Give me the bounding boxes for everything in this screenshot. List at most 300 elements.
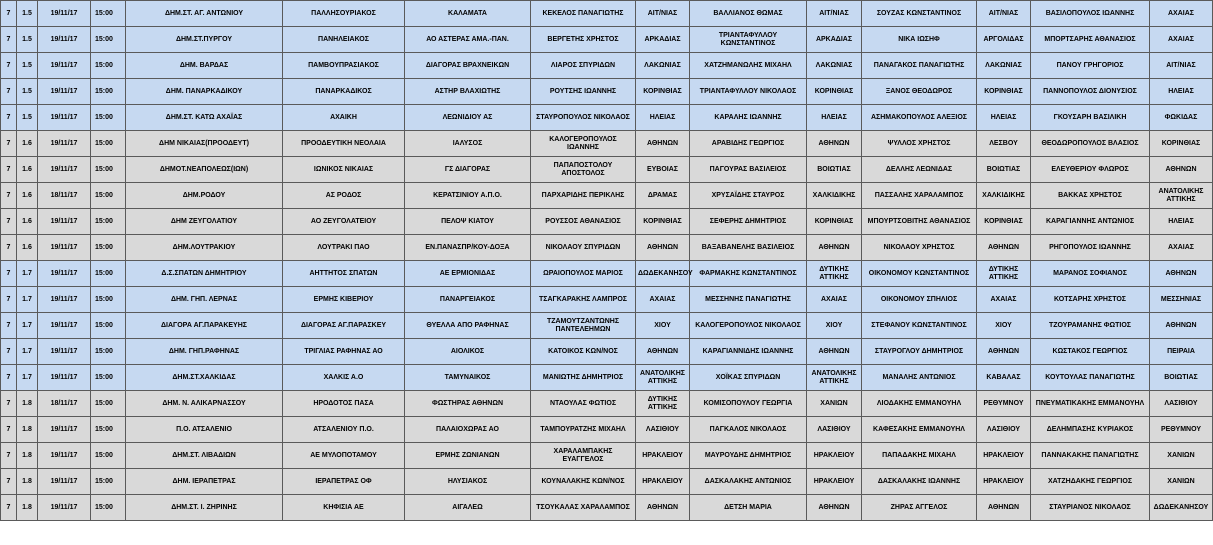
date-cell: 19/11/17 [38,209,91,235]
group-cell: 1.7 [17,261,38,287]
referee-region-cell: ΑΧΑΙΑΣ [636,287,690,313]
assistant1-region-cell: ΗΡΑΚΛΕΙΟΥ [807,469,862,495]
assistant2-cell: ΔΑΣΚΑΛΑΚΗΣ ΙΩΑΝΝΗΣ [862,469,977,495]
away-team-cell: ΚΑΛΑΜΑΤΑ [405,1,531,27]
observer-region-cell: ΧΑΝΙΩΝ [1150,469,1213,495]
referee-cell: ΤΑΜΠΟΥΡΑΤΖΗΣ ΜΙΧΑΗΛ [531,417,636,443]
referee-region-cell: ΗΛΕΙΑΣ [636,105,690,131]
away-team-cell: ΕΝ.ΠΑΝΑΣΠΡ/ΚΟΥ-ΔΟΞΑ [405,235,531,261]
away-team-cell: ΑΙΓΑΛΕΩ [405,495,531,521]
away-team-cell: ΘΥΕΛΛΑ ΑΠΟ ΡΑΦΗΝΑΣ [405,313,531,339]
referee-region-cell: ΕΥΒΟΙΑΣ [636,157,690,183]
away-team-cell: ΑΟ ΑΣΤΕΡΑΣ ΑΜΑ.-ΠΑΝ. [405,27,531,53]
assistant2-cell: ΨΥΛΛΟΣ ΧΡΗΣΤΟΣ [862,131,977,157]
observer-region-cell: ΑΧΑΙΑΣ [1150,27,1213,53]
assistant1-region-cell: ΑΧΑΙΑΣ [807,287,862,313]
assistant1-region-cell: ΑΡΚΑΔΙΑΣ [807,27,862,53]
observer-cell: ΤΖΟΥΡΑΜΑΝΗΣ ΦΩΤΙΟΣ [1031,313,1150,339]
date-cell: 19/11/17 [38,313,91,339]
table-row [1,391,1213,417]
assistant1-cell: ΒΑΞΑΒΑΝΕΛΗΣ ΒΑΣΙΛΕΙΟΣ [690,235,807,261]
time-cell: 15:00 [91,391,126,417]
assistant2-region-cell: ΑΡΓΟΛΙΔΑΣ [977,27,1031,53]
observer-region-cell: ΒΟΙΩΤΙΑΣ [1150,365,1213,391]
assistant2-cell: ΟΙΚΟΝΟΜΟΥ ΣΠΗΛΙΟΣ [862,287,977,313]
observer-cell: ΠΑΝΟΥ ΓΡΗΓΟΡΙΟΣ [1031,53,1150,79]
time-cell: 15:00 [91,27,126,53]
round-cell: 7 [1,1,17,27]
home-team-cell: ΠΡΟΟΔΕΥΤΙΚΗ ΝΕΟΛΑΙΑ [283,131,405,157]
round-cell: 7 [1,495,17,521]
assistant1-cell: ΔΑΣΚΑΛΑΚΗΣ ΑΝΤΩΝΙΟΣ [690,469,807,495]
home-team-cell: ΠΑΜΒΟΥΠΡΑΣΙΑΚΟΣ [283,53,405,79]
time-cell: 15:00 [91,183,126,209]
assistant1-region-cell: ΔΥΤΙΚΗΣ ΑΤΤΙΚΗΣ [807,261,862,287]
assistant2-region-cell: ΔΥΤΙΚΗΣ ΑΤΤΙΚΗΣ [977,261,1031,287]
date-cell: 19/11/17 [38,53,91,79]
assistant2-cell: ΛΙΟΔΑΚΗΣ ΕΜΜΑΝΟΥΗΛ [862,391,977,417]
table-row [1,209,1213,235]
date-cell: 19/11/17 [38,27,91,53]
assistant1-region-cell: ΗΛΕΙΑΣ [807,105,862,131]
assistant1-cell: ΔΕΤΣΗ ΜΑΡΙΑ [690,495,807,521]
table-row [1,53,1213,79]
assistant1-cell: ΜΑΥΡΟΥΔΗΣ ΔΗΜΗΤΡΙΟΣ [690,443,807,469]
group-cell: 1.8 [17,443,38,469]
date-cell: 19/11/17 [38,131,91,157]
observer-cell: ΡΗΓΟΠΟΥΛΟΣ ΙΩΑΝΝΗΣ [1031,235,1150,261]
assistant1-region-cell: ΧΑΛΚΙΔΙΚΗΣ [807,183,862,209]
venue-cell: ΔΗΜ.ΛΟΥΤΡΑΚΙΟΥ [126,235,283,261]
home-team-cell: ΠΑΝΗΛΕΙΑΚΟΣ [283,27,405,53]
group-cell: 1.7 [17,339,38,365]
observer-region-cell: ΧΑΝΙΩΝ [1150,443,1213,469]
assistant1-cell: ΠΑΓΚΑΛΟΣ ΝΙΚΟΛΑΟΣ [690,417,807,443]
home-team-cell: ΤΡΙΓΛΙΑΣ ΡΑΦΗΝΑΣ ΑΟ [283,339,405,365]
observer-cell: ΕΛΕΥΘΕΡΙΟΥ ΦΛΩΡΟΣ [1031,157,1150,183]
referee-cell: ΣΤΑΥΡΟΠΟΥΛΟΣ ΝΙΚΟΛΑΟΣ [531,105,636,131]
round-cell: 7 [1,339,17,365]
away-team-cell: ΔΙΑΓΟΡΑΣ ΒΡΑΧΝΕΙΚΩΝ [405,53,531,79]
assistant1-region-cell: ΚΟΡΙΝΘΙΑΣ [807,209,862,235]
observer-region-cell: ΑΝΑΤΟΛΙΚΗΣ ΑΤΤΙΚΗΣ [1150,183,1213,209]
time-cell: 15:00 [91,495,126,521]
referee-cell: ΤΣΟΥΚΑΛΑΣ ΧΑΡΑΛΑΜΠΟΣ [531,495,636,521]
referee-region-cell: ΛΑΚΩΝΙΑΣ [636,53,690,79]
observer-cell: ΜΠΟΡΤΣΑΡΗΣ ΑΘΑΝΑΣΙΟΣ [1031,27,1150,53]
date-cell: 19/11/17 [38,339,91,365]
assistant2-cell: ΠΑΣΣΑΛΗΣ ΧΑΡΑΛΑΜΠΟΣ [862,183,977,209]
time-cell: 15:00 [91,287,126,313]
referee-region-cell: ΔΡΑΜΑΣ [636,183,690,209]
table-row [1,495,1213,521]
observer-region-cell: ΔΩΔΕΚΑΝΗΣΟΥ [1150,495,1213,521]
assistant1-cell: ΚΑΛΟΓΕΡΟΠΟΥΛΟΣ ΝΙΚΟΛΑΟΣ [690,313,807,339]
time-cell: 15:00 [91,313,126,339]
group-cell: 1.5 [17,79,38,105]
time-cell: 15:00 [91,209,126,235]
referee-cell: ΒΕΡΓΕΤΗΣ ΧΡΗΣΤΟΣ [531,27,636,53]
time-cell: 15:00 [91,79,126,105]
referee-region-cell: ΑΝΑΤΟΛΙΚΗΣ ΑΤΤΙΚΗΣ [636,365,690,391]
date-cell: 19/11/17 [38,79,91,105]
round-cell: 7 [1,53,17,79]
assistant2-region-cell: ΚΟΡΙΝΘΙΑΣ [977,79,1031,105]
table-row [1,157,1213,183]
away-team-cell: ΚΕΡΑΤΣΙΝΙΟΥ Α.Π.Ο. [405,183,531,209]
referee-cell: ΤΣΑΓΚΑΡΑΚΗΣ ΛΑΜΠΡΟΣ [531,287,636,313]
round-cell: 7 [1,27,17,53]
time-cell: 15:00 [91,235,126,261]
away-team-cell: ΠΑΛΑΙΟΧΩΡΑΣ ΑΟ [405,417,531,443]
observer-cell: ΠΝΕΥΜΑΤΙΚΑΚΗΣ ΕΜΜΑΝΟΥΗΛ [1031,391,1150,417]
assistant1-cell: ΜΕΣΣΗΝΗΣ ΠΑΝΑΓΙΩΤΗΣ [690,287,807,313]
time-cell: 15:00 [91,53,126,79]
assistant2-region-cell: ΧΙΟΥ [977,313,1031,339]
home-team-cell: ΧΑΛΚΙΣ Α.Ο [283,365,405,391]
venue-cell: ΔΗΜ.ΣΤ. Ι. ΖΗΡΙΝΗΣ [126,495,283,521]
assistant1-cell: ΚΑΡΑΛΗΣ ΙΩΑΝΝΗΣ [690,105,807,131]
round-cell: 7 [1,391,17,417]
assistant2-region-cell: ΑΧΑΙΑΣ [977,287,1031,313]
assistant1-cell: ΣΕΦΕΡΗΣ ΔΗΜΗΤΡΙΟΣ [690,209,807,235]
assistant1-cell: ΤΡΙΑΝΤΑΦΥΛΛΟΥ ΚΩΝΣΤΑΝΤΙΝΟΣ [690,27,807,53]
table-row [1,287,1213,313]
group-cell: 1.6 [17,183,38,209]
assistant2-cell: ΞΑΝΟΣ ΘΕΟΔΩΡΟΣ [862,79,977,105]
group-cell: 1.6 [17,235,38,261]
round-cell: 7 [1,365,17,391]
referee-region-cell: ΑΘΗΝΩΝ [636,235,690,261]
assistant2-region-cell: ΗΛΕΙΑΣ [977,105,1031,131]
assistant1-cell: ΦΑΡΜΑΚΗΣ ΚΩΝΣΤΑΝΤΙΝΟΣ [690,261,807,287]
away-team-cell: ΤΑΜΥΝΑΙΚΟΣ [405,365,531,391]
assistant2-cell: ΚΑΦΕΣΑΚΗΣ ΕΜΜΑΝΟΥΗΛ [862,417,977,443]
date-cell: 19/11/17 [38,443,91,469]
observer-region-cell: ΑΘΗΝΩΝ [1150,157,1213,183]
round-cell: 7 [1,157,17,183]
group-cell: 1.8 [17,391,38,417]
time-cell: 15:00 [91,339,126,365]
assistant2-region-cell: ΡΕΘΥΜΝΟΥ [977,391,1031,417]
home-team-cell: ΛΟΥΤΡΑΚΙ ΠΑΟ [283,235,405,261]
referee-region-cell: ΑΘΗΝΩΝ [636,131,690,157]
group-cell: 1.8 [17,469,38,495]
round-cell: 7 [1,417,17,443]
referee-cell: ΝΤΑΟΥΛΑΣ ΦΩΤΙΟΣ [531,391,636,417]
referee-region-cell: ΗΡΑΚΛΕΙΟΥ [636,443,690,469]
round-cell: 7 [1,469,17,495]
referee-region-cell: ΔΩΔΕΚΑΝΗΣΟΥ [636,261,690,287]
away-team-cell: ΑΙΟΛΙΚΟΣ [405,339,531,365]
home-team-cell: ΑΗΤΤΗΤΟΣ ΣΠΑΤΩΝ [283,261,405,287]
time-cell: 15:00 [91,157,126,183]
date-cell: 19/11/17 [38,1,91,27]
round-cell: 7 [1,235,17,261]
referee-cell: ΡΟΥΣΣΟΣ ΑΘΑΝΑΣΙΟΣ [531,209,636,235]
round-cell: 7 [1,261,17,287]
group-cell: 1.8 [17,495,38,521]
table-row [1,105,1213,131]
venue-cell: ΔΗΜ. ΓΗΠ. ΛΕΡΝΑΣ [126,287,283,313]
observer-cell: ΜΑΡΑΝΟΣ ΣΟΦΙΑΝΟΣ [1031,261,1150,287]
referee-cell: ΜΑΝΙΩΤΗΣ ΔΗΜΗΤΡΙΟΣ [531,365,636,391]
referee-cell: ΚΑΛΟΓΕΡΟΠΟΥΛΟΣ ΙΩΑΝΝΗΣ [531,131,636,157]
date-cell: 19/11/17 [38,417,91,443]
observer-region-cell: ΜΕΣΣΗΝΙΑΣ [1150,287,1213,313]
away-team-cell: ΠΕΛΟΨ ΚΙΑΤΟΥ [405,209,531,235]
assistant2-cell: ΣΤΑΥΡΟΓΛΟΥ ΔΗΜΗΤΡΙΟΣ [862,339,977,365]
referee-region-cell: ΔΥΤΙΚΗΣ ΑΤΤΙΚΗΣ [636,391,690,417]
assistant2-cell: ΔΕΛΛΗΣ ΛΕΩΝΙΔΑΣ [862,157,977,183]
assistant1-region-cell: ΑΘΗΝΩΝ [807,495,862,521]
table-row [1,313,1213,339]
table-row [1,235,1213,261]
away-team-cell: ΙΑΛΥΣΟΣ [405,131,531,157]
group-cell: 1.6 [17,157,38,183]
referee-cell: ΚΟΥΝΑΛΑΚΗΣ ΚΩΝ/ΝΟΣ [531,469,636,495]
round-cell: 7 [1,105,17,131]
referee-region-cell: ΚΟΡΙΝΘΙΑΣ [636,79,690,105]
assistant2-cell: ΝΙΚΑ ΙΩΣΗΦ [862,27,977,53]
referee-cell: ΩΡΑΙΟΠΟΥΛΟΣ ΜΑΡΙΟΣ [531,261,636,287]
away-team-cell: ΛΕΩΝΙΔΙΟΥ ΑΣ [405,105,531,131]
observer-region-cell: ΛΑΣΙΘΙΟΥ [1150,391,1213,417]
home-team-cell: ΠΑΝΑΡΚΑΔΙΚΟΣ [283,79,405,105]
assistant2-region-cell: ΗΡΑΚΛΕΙΟΥ [977,443,1031,469]
referee-region-cell: ΧΙΟΥ [636,313,690,339]
observer-region-cell: ΗΛΕΙΑΣ [1150,209,1213,235]
venue-cell: ΔΗΜ. Ν. ΑΛΙΚΑΡΝΑΣΣΟΥ [126,391,283,417]
date-cell: 19/11/17 [38,365,91,391]
assistant1-region-cell: ΑΙΤ/ΝΙΑΣ [807,1,862,27]
away-team-cell: ΦΩΣΤΗΡΑΣ ΑΘΗΝΩΝ [405,391,531,417]
round-cell: 7 [1,183,17,209]
assistant2-region-cell: ΗΡΑΚΛΕΙΟΥ [977,469,1031,495]
date-cell: 18/11/17 [38,391,91,417]
home-team-cell: ΔΙΑΓΟΡΑΣ ΑΓ.ΠΑΡΑΣΚΕΥ [283,313,405,339]
date-cell: 19/11/17 [38,157,91,183]
home-team-cell: ΠΑΛΛΗΣΟΥΡΙΑΚΟΣ [283,1,405,27]
group-cell: 1.5 [17,27,38,53]
assistant2-cell: ΟΙΚΟΝΟΜΟΥ ΚΩΝΣΤΑΝΤΙΝΟΣ [862,261,977,287]
referee-cell: ΛΙΑΡΟΣ ΣΠΥΡΙΔΩΝ [531,53,636,79]
group-cell: 1.5 [17,1,38,27]
venue-cell: ΔΗΜ.ΣΤ.ΠΥΡΓΟΥ [126,27,283,53]
assistant2-cell: ΠΑΝΑΓΑΚΟΣ ΠΑΝΑΓΙΩΤΗΣ [862,53,977,79]
date-cell: 18/11/17 [38,183,91,209]
observer-cell: ΔΕΛΗΜΠΑΣΗΣ ΚΥΡΙΑΚΟΣ [1031,417,1150,443]
observer-region-cell: ΗΛΕΙΑΣ [1150,79,1213,105]
observer-region-cell: ΑΘΗΝΩΝ [1150,261,1213,287]
away-team-cell: ΑΕ ΕΡΜΙΟΝΙΔΑΣ [405,261,531,287]
assistant1-region-cell: ΛΑΚΩΝΙΑΣ [807,53,862,79]
round-cell: 7 [1,79,17,105]
referee-cell: ΧΑΡΑΛΑΜΠΑΚΗΣ ΕΥΑΓΓΕΛΟΣ [531,443,636,469]
venue-cell: Π.Ο. ΑΤΣΑΛΕΝΙΟ [126,417,283,443]
referee-region-cell: ΚΟΡΙΝΘΙΑΣ [636,209,690,235]
venue-cell: ΔΗΜ ΝΙΚΑΙΑΣ(ΠΡΟΟΔΕΥΤ) [126,131,283,157]
time-cell: 15:00 [91,261,126,287]
home-team-cell: ΙΕΡΑΠΕΤΡΑΣ ΟΦ [283,469,405,495]
referee-cell: ΝΙΚΟΛΑΟΥ ΣΠΥΡΙΔΩΝ [531,235,636,261]
observer-cell: ΚΑΡΑΓΙΑΝΝΗΣ ΑΝΤΩΝΙΟΣ [1031,209,1150,235]
round-cell: 7 [1,209,17,235]
home-team-cell: ΙΩΝΙΚΟΣ ΝΙΚΑΙΑΣ [283,157,405,183]
table-row [1,27,1213,53]
group-cell: 1.6 [17,209,38,235]
assistant1-region-cell: ΗΡΑΚΛΕΙΟΥ [807,443,862,469]
referee-region-cell: ΑΡΚΑΔΙΑΣ [636,27,690,53]
venue-cell: ΔΗΜ.ΣΤ. ΛΙΒΑΔΙΩΝ [126,443,283,469]
assistant1-cell: ΤΡΙΑΝΤΑΦΥΛΛΟΥ ΝΙΚΟΛΑΟΣ [690,79,807,105]
assistant1-cell: ΚΑΡΑΓΙΑΝΝΙΔΗΣ ΙΩΑΝΝΗΣ [690,339,807,365]
table-row [1,443,1213,469]
away-team-cell: ΓΣ ΔΙΑΓΟΡΑΣ [405,157,531,183]
referee-cell: ΤΖΑΜΟΥΤΖΑΝΤΩΝΗΣ ΠΑΝΤΕΛΕΗΜΩΝ [531,313,636,339]
observer-region-cell: ΑΧΑΙΑΣ [1150,235,1213,261]
venue-cell: ΔΗΜ.ΣΤ. ΑΓ. ΑΝΤΩΝΙΟΥ [126,1,283,27]
assistant1-cell: ΑΡΑΒΙΔΗΣ ΓΕΩΡΓΙΟΣ [690,131,807,157]
home-team-cell: ΑΧΑΙΚΗ [283,105,405,131]
away-team-cell: ΑΣΤΗΡ ΒΛΑΧΙΩΤΗΣ [405,79,531,105]
assistant2-cell: ΜΑΝΑΛΗΣ ΑΝΤΩΝΙΟΣ [862,365,977,391]
assistant2-cell: ΣΟΥΖΑΣ ΚΩΝΣΤΑΝΤΙΝΟΣ [862,1,977,27]
assistant2-cell: ΑΣΗΜΑΚΟΠΟΥΛΟΣ ΑΛΕΞΙΟΣ [862,105,977,131]
assistant2-region-cell: ΛΕΣΒΟΥ [977,131,1031,157]
assistant2-region-cell: ΧΑΛΚΙΔΙΚΗΣ [977,183,1031,209]
assistant1-region-cell: ΒΟΙΩΤΙΑΣ [807,157,862,183]
assistant2-region-cell: ΚΑΒΑΛΑΣ [977,365,1031,391]
observer-region-cell: ΑΙΤ/ΝΙΑΣ [1150,53,1213,79]
observer-cell: ΣΤΑΥΡΙΑΝΟΣ ΝΙΚΟΛΑΟΣ [1031,495,1150,521]
group-cell: 1.6 [17,131,38,157]
observer-cell: ΚΩΣΤΑΚΟΣ ΓΕΩΡΓΙΟΣ [1031,339,1150,365]
assistant2-region-cell: ΚΟΡΙΝΘΙΑΣ [977,209,1031,235]
assistant1-cell: ΧΟΪΚΑΣ ΣΠΥΡΙΔΩΝ [690,365,807,391]
date-cell: 19/11/17 [38,235,91,261]
assistant2-cell: ΠΑΠΑΔΑΚΗΣ ΜΙΧΑΗΛ [862,443,977,469]
observer-cell: ΠΑΝΝΑΚΑΚΗΣ ΠΑΝΑΓΙΩΤΗΣ [1031,443,1150,469]
assistant1-region-cell: ΧΑΝΙΩΝ [807,391,862,417]
venue-cell: ΔΙΑΓΟΡΑ ΑΓ.ΠΑΡΑΚΕΥΗΣ [126,313,283,339]
away-team-cell: ΕΡΜΗΣ ΖΩΝΙΑΝΩΝ [405,443,531,469]
table-row [1,365,1213,391]
referee-cell: ΠΑΡΧΑΡΙΔΗΣ ΠΕΡΙΚΛΗΣ [531,183,636,209]
observer-region-cell: ΚΟΡΙΝΘΙΑΣ [1150,131,1213,157]
round-cell: 7 [1,287,17,313]
date-cell: 19/11/17 [38,495,91,521]
home-team-cell: ΑΟ ΖΕΥΓΟΛΑΤΕΙΟΥ [283,209,405,235]
assistant2-region-cell: ΑΘΗΝΩΝ [977,339,1031,365]
venue-cell: ΔΗΜ.ΣΤ. ΚΑΤΩ ΑΧΑΪΑΣ [126,105,283,131]
venue-cell: ΔΗΜΟΤ.ΝΕΑΠΟΛΕΩΣ(ΙΩΝ) [126,157,283,183]
referee-region-cell: ΑΘΗΝΩΝ [636,339,690,365]
time-cell: 15:00 [91,365,126,391]
date-cell: 19/11/17 [38,261,91,287]
group-cell: 1.7 [17,313,38,339]
schedule-body [1,1,1213,521]
assistant1-region-cell: ΑΘΗΝΩΝ [807,339,862,365]
away-team-cell: ΗΛΥΣΙΑΚΟΣ [405,469,531,495]
observer-cell: ΒΑΚΚΑΣ ΧΡΗΣΤΟΣ [1031,183,1150,209]
time-cell: 15:00 [91,131,126,157]
assistant2-cell: ΝΙΚΟΛΑΟΥ ΧΡΗΣΤΟΣ [862,235,977,261]
table-row [1,469,1213,495]
assistant2-cell: ΖΗΡΑΣ ΑΓΓΕΛΟΣ [862,495,977,521]
date-cell: 19/11/17 [38,287,91,313]
assistant1-region-cell: ΧΙΟΥ [807,313,862,339]
assistant1-cell: ΧΑΤΖΗΜΑΝΩΛΗΣ ΜΙΧΑΗΛ [690,53,807,79]
date-cell: 19/11/17 [38,105,91,131]
referee-cell: ΚΕΚΕΛΟΣ ΠΑΝΑΓΙΩΤΗΣ [531,1,636,27]
assistant2-cell: ΣΤΕΦΑΝΟΥ ΚΩΝΣΤΑΝΤΙΝΟΣ [862,313,977,339]
time-cell: 15:00 [91,417,126,443]
table-row [1,131,1213,157]
observer-region-cell: ΑΘΗΝΩΝ [1150,313,1213,339]
time-cell: 15:00 [91,1,126,27]
round-cell: 7 [1,313,17,339]
observer-cell: ΚΟΤΣΑΡΗΣ ΧΡΗΣΤΟΣ [1031,287,1150,313]
assistant1-region-cell: ΛΑΣΙΘΙΟΥ [807,417,862,443]
observer-region-cell: ΠΕΙΡΑΙΑ [1150,339,1213,365]
time-cell: 15:00 [91,443,126,469]
table-row [1,261,1213,287]
observer-cell: ΧΑΤΖΗΔΑΚΗΣ ΓΕΩΡΓΙΟΣ [1031,469,1150,495]
group-cell: 1.5 [17,105,38,131]
observer-cell: ΚΟΥΤΟΥΛΑΣ ΠΑΝΑΓΙΩΤΗΣ [1031,365,1150,391]
table-row [1,417,1213,443]
venue-cell: ΔΗΜ ΖΕΥΓΟΛΑΤΙΟΥ [126,209,283,235]
referee-cell: ΠΑΠΑΠΟΣΤΟΛΟΥ ΑΠΟΣΤΟΛΟΣ [531,157,636,183]
away-team-cell: ΠΑΝΑΡΓΕΙΑΚΟΣ [405,287,531,313]
assistant2-region-cell: ΑΙΤ/ΝΙΑΣ [977,1,1031,27]
table-row [1,79,1213,105]
venue-cell: ΔΗΜ. ΓΗΠ.ΡΑΦΗΝΑΣ [126,339,283,365]
round-cell: 7 [1,443,17,469]
assistant1-cell: ΒΑΛΛΙΑΝΟΣ ΘΩΜΑΣ [690,1,807,27]
venue-cell: ΔΗΜ. ΒΑΡΔΑΣ [126,53,283,79]
group-cell: 1.7 [17,287,38,313]
referee-region-cell: ΛΑΣΙΘΙΟΥ [636,417,690,443]
observer-cell: ΘΕΟΔΩΡΟΠΟΥΛΟΣ ΒΛΑΣΙΟΣ [1031,131,1150,157]
assistant1-cell: ΧΡΥΣΑΪΔΗΣ ΣΤΑΥΡΟΣ [690,183,807,209]
assistant1-cell: ΚΟΜΙΣΟΠΟΥΛΟΥ ΓΕΩΡΓΙΑ [690,391,807,417]
venue-cell: Δ.Σ.ΣΠΑΤΩΝ ΔΗΜΗΤΡΙΟΥ [126,261,283,287]
venue-cell: ΔΗΜ.ΣΤ.ΧΑΛΚΙΔΑΣ [126,365,283,391]
venue-cell: ΔΗΜ. ΠΑΝΑΡΚΑΔΙΚΟΥ [126,79,283,105]
assistant1-region-cell: ΑΘΗΝΩΝ [807,235,862,261]
round-cell: 7 [1,131,17,157]
referee-cell: ΡΟΥΤΣΗΣ ΙΩΑΝΝΗΣ [531,79,636,105]
referee-region-cell: ΑΙΤ/ΝΙΑΣ [636,1,690,27]
home-team-cell: ΕΡΜΗΣ ΚΙΒΕΡΙΟΥ [283,287,405,313]
assistant2-region-cell: ΑΘΗΝΩΝ [977,495,1031,521]
referee-region-cell: ΑΘΗΝΩΝ [636,495,690,521]
assistant1-region-cell: ΑΘΗΝΩΝ [807,131,862,157]
observer-region-cell: ΑΧΑΙΑΣ [1150,1,1213,27]
observer-region-cell: ΦΩΚΙΔΑΣ [1150,105,1213,131]
group-cell: 1.7 [17,365,38,391]
venue-cell: ΔΗΜ. ΙΕΡΑΠΕΤΡΑΣ [126,469,283,495]
home-team-cell: ΚΗΦΙΣΙΑ ΑΕ [283,495,405,521]
table-row [1,183,1213,209]
assistant1-region-cell: ΑΝΑΤΟΛΙΚΗΣ ΑΤΤΙΚΗΣ [807,365,862,391]
group-cell: 1.5 [17,53,38,79]
assistant2-region-cell: ΑΘΗΝΩΝ [977,235,1031,261]
home-team-cell: ΑΣ ΡΟΔΟΣ [283,183,405,209]
table-row [1,1,1213,27]
